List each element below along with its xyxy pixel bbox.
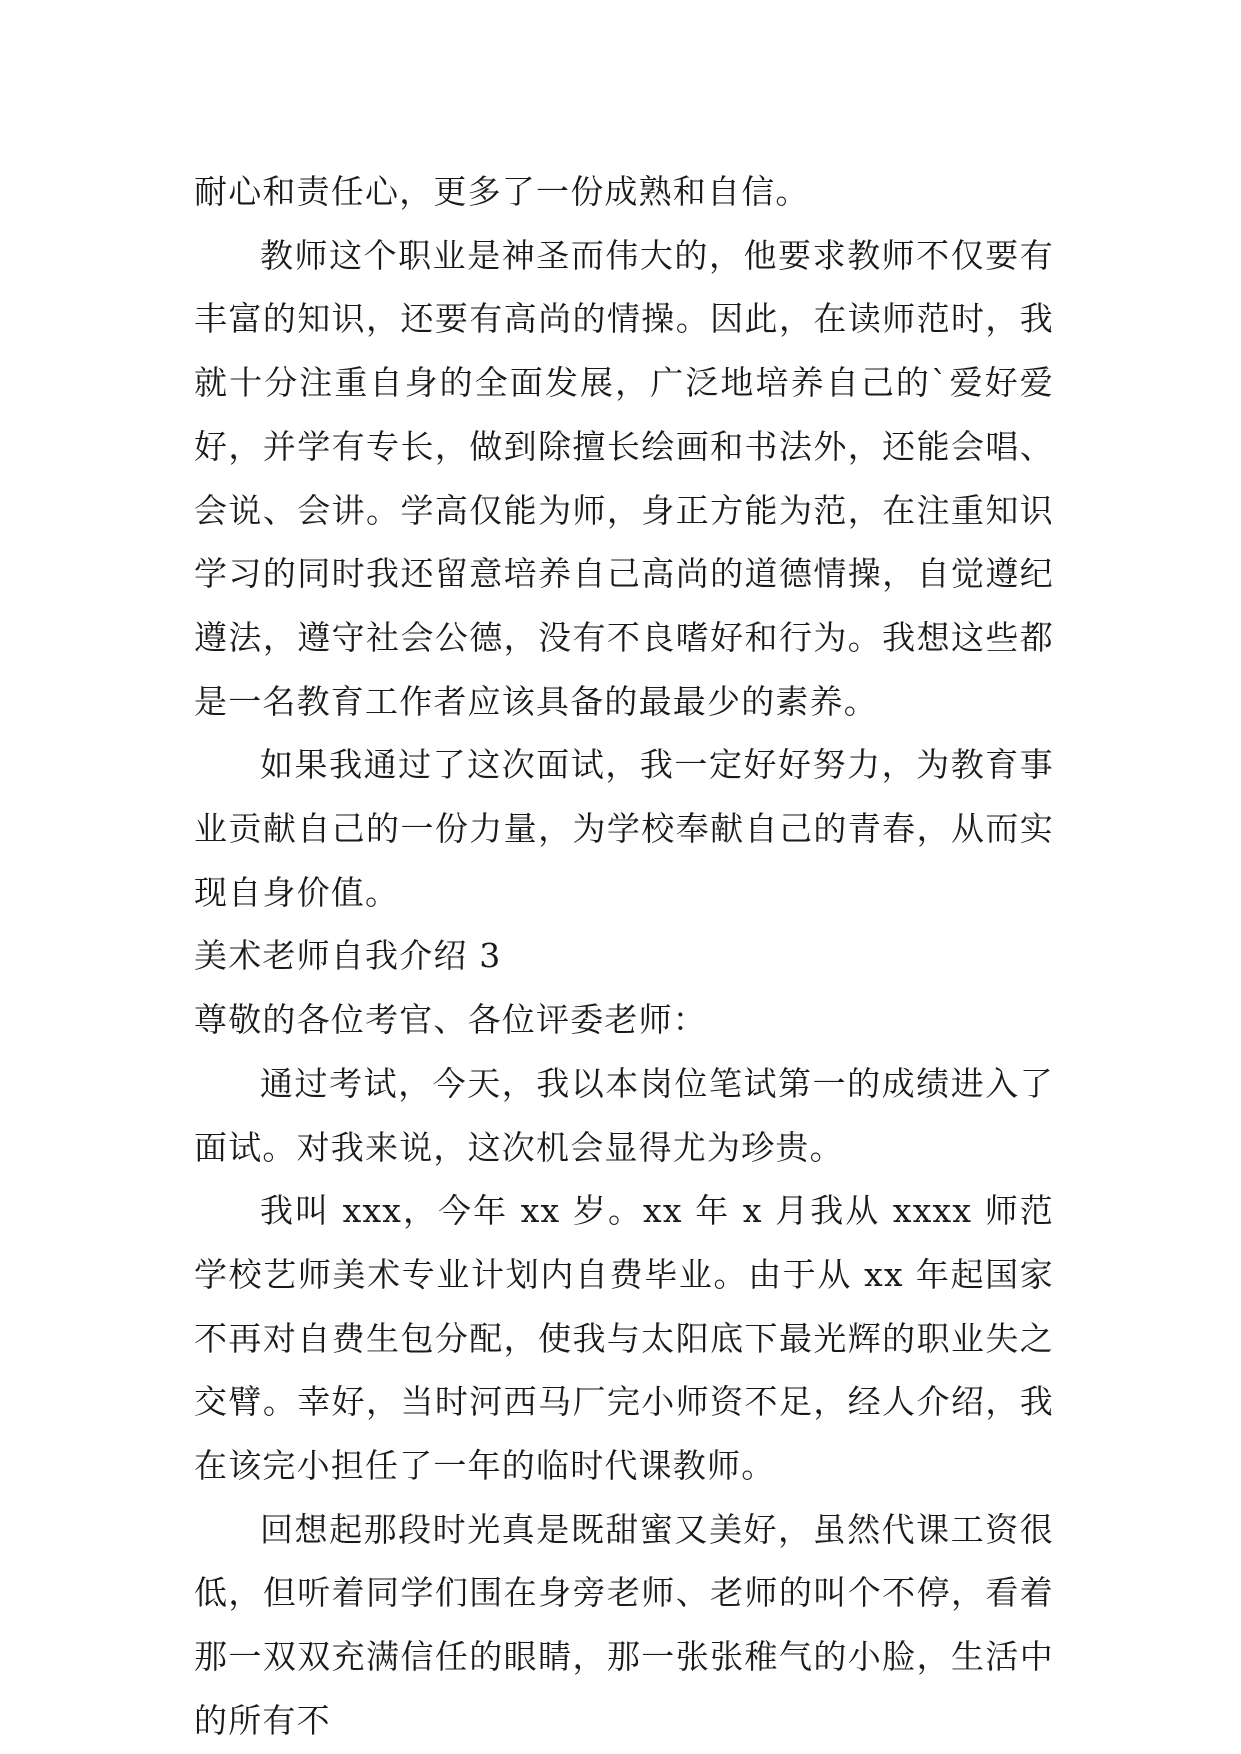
paragraph-teacher-profession: 教师这个职业是神圣而伟大的，他要求教师不仅要有丰富的知识，还要有高尚的情操。因此，在读师范时，我就十分注重自身的全面发展，广泛地培养自己的`爱好爱好，并学有专长，做到除擅长绘画和书法外，还能会唱、会说、会讲。学高仅能为师，身正方能为范，在注重知识学习的同时我还留意培养自己高尚的道德情操，自觉遵纪遵法，遵守社会公德，没有不良嗜好和行为。我想这些都是一名教育工作者应该具备的最最少的素养。 xyxy=(194,235,1054,721)
paragraph-self-introduction: 我叫 xxx，今年 xx 岁。xx 年 x 月我从 xxxx 师范学校艺师美术专业计划内自费毕业。由于从 xx 年起国家不再对自费生包分配，使我与太阳底下最光辉的职业失之交臂。幸好，当时河西马厂完小师资不足，经人介绍，我在该完小担任了一年的临时代课教师。 xyxy=(194,1191,1054,1486)
salutation: 尊敬的各位考官、各位评委老师： xyxy=(194,1000,707,1040)
paragraph-continuation: 耐心和责任心，更多了一份成熟和自信。 xyxy=(194,172,810,211)
document-body xyxy=(194,160,1054,1753)
paragraph-exam-result: 通过考试，今天，我以本岗位笔试第一的成绩进入了面试。对我来说，这次机会显得尤为珍贵。 xyxy=(194,1063,1054,1167)
paragraph-commitment: 如果我通过了这次面试，我一定好好努力，为教育事业贡献自己的一份力量，为学校奉献自己的青春，从而实现自身价值。 xyxy=(194,745,1054,912)
paragraph-memories: 回想起那段时光真是既甜蜜又美好，虽然代课工资很低，但听着同学们围在身旁老师、老师的叫个不停，看着那一双双充满信任的眼睛，那一张张稚气的小脸，生活中的所有不 xyxy=(194,1509,1054,1740)
section-heading: 美术老师自我介绍 3 xyxy=(194,936,502,976)
